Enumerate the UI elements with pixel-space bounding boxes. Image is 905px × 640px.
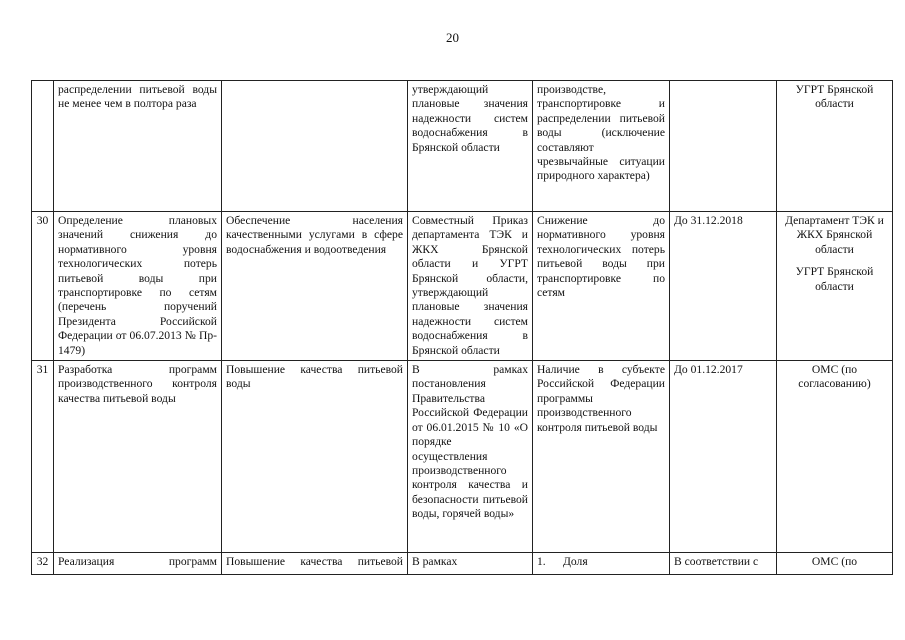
indicator-list-number: 1. bbox=[537, 555, 546, 569]
row-number bbox=[32, 81, 54, 212]
responsible-cell bbox=[777, 81, 893, 212]
indicator-cell bbox=[533, 553, 670, 575]
deadline-cell: До 01.12.2017 bbox=[670, 361, 777, 553]
event-cell: Определение плановых значений снижения до нормативного уровня технологических потерь питьевой воды при транспортировке по сетям (перечень поручений Президента Российской Федерации от 06.07.2013 № Пр- 1479) bbox=[54, 212, 222, 361]
row-number: 32 bbox=[32, 553, 54, 575]
responsible-line: ОМС (по согласованию) bbox=[798, 363, 871, 391]
document-cell: утверждающий плановые значения надежности систем водоснабжения в Брянской области bbox=[408, 81, 533, 212]
goal-cell: Повышение качества питьевой воды bbox=[222, 361, 408, 553]
event-cell: распределении питьевой воды не менее чем в полтора раза bbox=[54, 81, 222, 212]
document-cell: В рамках постановления Правительства Российской Федерации от 06.01.2015 № 10 «О порядке осуществления производственного контроля качества и безопасности питьевой воды, горячей воды» bbox=[408, 361, 533, 553]
indicator-cell: Наличие в субъекте Российской Федерации программы производственного контроля питьевой воды bbox=[533, 361, 670, 553]
responsible-line: УГРТ Брянской области bbox=[795, 83, 874, 111]
deadline-cell: До 31.12.2018 bbox=[670, 212, 777, 361]
document-cell: Совместный Приказ департамента ТЭК и ЖКХ Брянской области и УГРТ Брянской области, утверждающий плановые значения надежности систем водоснабжения в Брянской области bbox=[408, 212, 533, 361]
table-row bbox=[32, 553, 893, 575]
table-row bbox=[32, 81, 893, 212]
deadline-cell bbox=[670, 81, 777, 212]
goal-cell bbox=[222, 81, 408, 212]
deadline-cell: В соответствии с bbox=[670, 553, 777, 575]
indicator-cell: Снижение до нормативного уровня технологических потерь питьевой воды при транспортировке по сетям bbox=[533, 212, 670, 361]
table-row bbox=[32, 212, 893, 361]
table-row bbox=[32, 361, 893, 553]
activity-table bbox=[31, 80, 893, 575]
goal-cell: Обеспечение населения качественными услугами в сфере водоснабжения и водоотведения bbox=[222, 212, 408, 361]
responsible-cell bbox=[777, 361, 893, 553]
row-number: 31 bbox=[32, 361, 54, 553]
indicator-cell: производстве, транспортировке и распределении питьевой воды (исключение составляют чрезвычайные ситуации природного характера) bbox=[533, 81, 670, 212]
responsible-line: УГРТ Брянской области bbox=[795, 265, 874, 293]
indicator-text: Доля bbox=[563, 555, 588, 569]
responsible-line: ОМС (по bbox=[811, 555, 858, 569]
document-cell: В рамках bbox=[408, 553, 533, 575]
event-cell: Разработка программ производственного контроля качества питьевой воды bbox=[54, 361, 222, 553]
page-number: 20 bbox=[446, 30, 459, 45]
goal-cell: Повышение качества питьевой bbox=[222, 553, 408, 575]
responsible-line: Департамент ТЭК и ЖКХ Брянской области bbox=[785, 214, 884, 256]
responsible-cell bbox=[777, 212, 893, 361]
responsible-cell bbox=[777, 553, 893, 575]
row-number: 30 bbox=[32, 212, 54, 361]
event-cell: Реализация программ bbox=[54, 553, 222, 575]
